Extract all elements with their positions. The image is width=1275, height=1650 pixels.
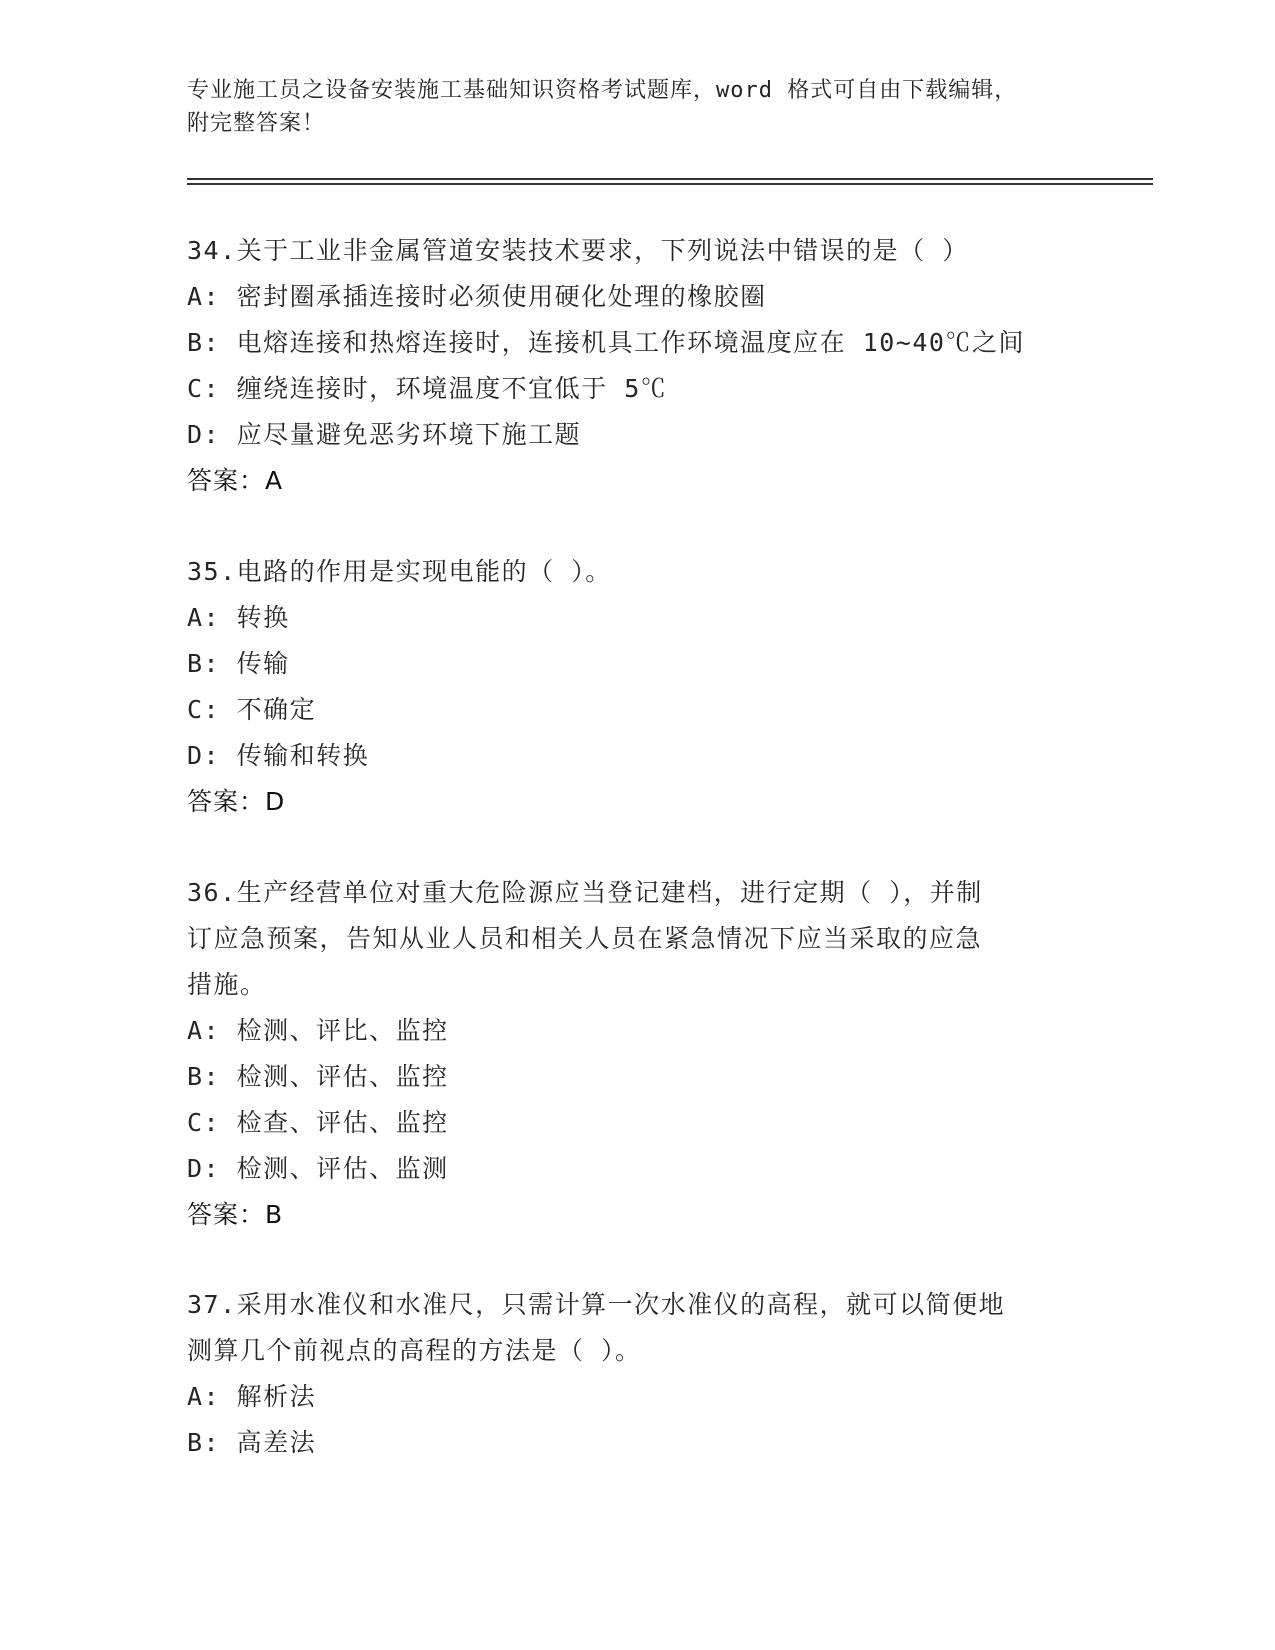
question-36 (187, 870, 1087, 1238)
option-b: B: 电熔连接和热熔连接时，连接机具工作环境温度应在 10~40℃之间 (187, 328, 1025, 357)
option-a: A: 检测、评比、监控 (187, 1016, 449, 1045)
question-stem: 35.电路的作用是实现电能的（ ）。 (187, 557, 612, 586)
option-a: A: 转换 (187, 603, 290, 632)
document-header (187, 74, 1087, 140)
option-a: A: 解析法 (187, 1382, 317, 1411)
option-c: C: 检查、评估、监控 (187, 1108, 449, 1137)
question-stem-line-2: 订应急预案，告知从业人员和相关人员在紧急情况下应当采取的应急 (187, 924, 983, 953)
option-b: B: 检测、评估、监控 (187, 1062, 449, 1091)
question-stem-line-1: 36.生产经营单位对重大危险源应当登记建档，进行定期（ ），并制 (187, 878, 983, 907)
header-divider-bottom (187, 183, 1153, 185)
option-d: D: 传输和转换 (187, 741, 370, 770)
option-d: D: 检测、评估、监测 (187, 1154, 449, 1183)
header-line-1: 专业施工员之设备安装施工基础知识资格考试题库，word 格式可自由下载编辑， (187, 78, 1018, 103)
option-c: C: 不确定 (187, 695, 317, 724)
option-c: C: 缠绕连接时，环境温度不宜低于 5℃ (187, 374, 668, 403)
option-b: B: 传输 (187, 649, 290, 678)
question-stem-line-1: 37.采用水准仪和水准尺，只需计算一次水准仪的高程，就可以简便地 (187, 1290, 1006, 1319)
question-stem-line-2: 测算几个前视点的高程的方法是（ ）。 (187, 1336, 642, 1365)
answer-line: 答案：A (187, 466, 284, 495)
answer-line: 答案：D (187, 787, 286, 816)
question-37 (187, 1282, 1087, 1466)
question-stem-line-3: 措施。 (187, 970, 267, 999)
answer-line: 答案：B (187, 1200, 284, 1229)
question-34 (187, 228, 1087, 504)
option-d: D: 应尽量避免恶劣环境下施工题 (187, 420, 582, 449)
header-divider-top (187, 178, 1153, 180)
option-b: B: 高差法 (187, 1428, 317, 1457)
question-stem: 34.关于工业非金属管道安装技术要求，下列说法中错误的是（ ） (187, 236, 969, 265)
header-line-2: 附完整答案！ (187, 111, 326, 136)
option-a: A: 密封圈承插连接时必须使用硬化处理的橡胶圈 (187, 282, 767, 311)
question-35 (187, 549, 1087, 825)
